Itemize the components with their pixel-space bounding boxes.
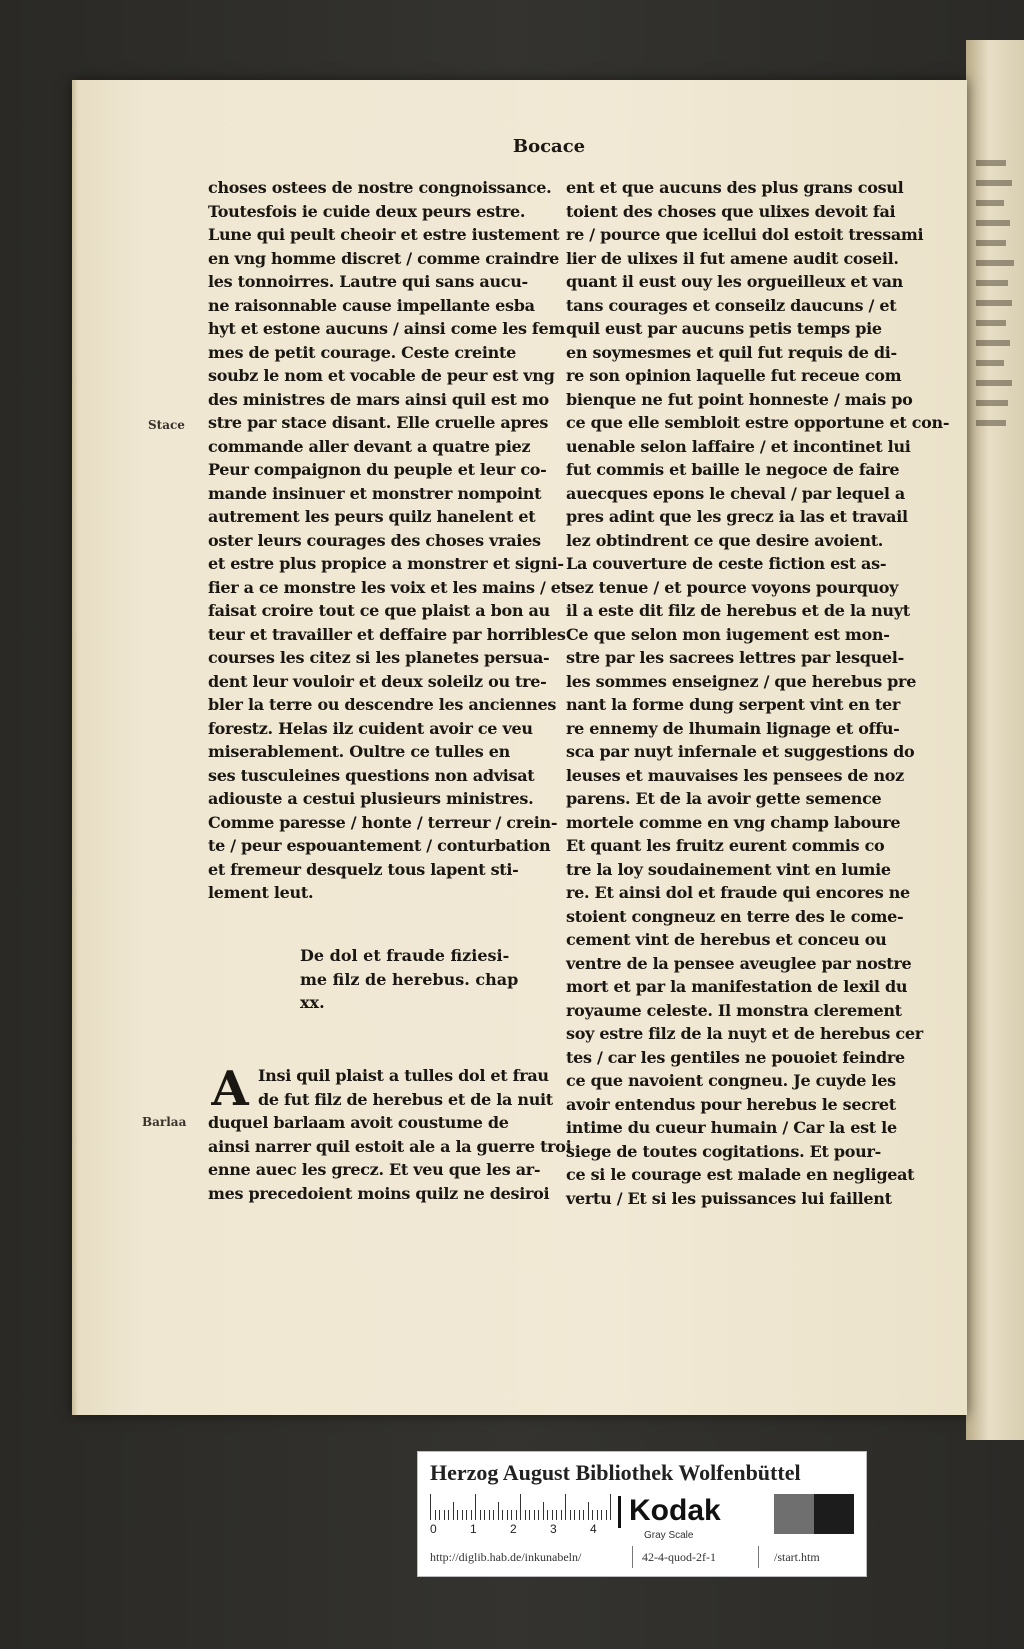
text-line: les tonnoirres. Lautre qui sans aucu-	[208, 272, 528, 291]
ruler-tick	[498, 1502, 499, 1520]
ruler-tick	[601, 1510, 602, 1520]
ruler-tick	[471, 1510, 472, 1520]
text-line: ses tusculeines questions non advisat	[208, 765, 535, 785]
text-line: faisat croire tout ce que plaist a bon au	[208, 601, 550, 620]
library-title: Herzog August Bibliothek Wolfenbüttel	[430, 1460, 801, 1485]
margin-note-barlaam: Barlaa	[142, 1115, 187, 1129]
text-line: bler la terre ou descendre les anciennes	[208, 695, 557, 714]
chapter-heading	[300, 944, 530, 1015]
text-line: hyt et estone aucuns / ainsi come les fem	[208, 319, 566, 338]
ruler-tick	[520, 1494, 521, 1520]
ruler-tick	[588, 1502, 589, 1520]
text-line: mes de petit courage. Ceste creinte	[208, 342, 516, 362]
text-line: Ce que selon mon iugement est mon-	[566, 624, 890, 644]
ruler-tick	[565, 1494, 566, 1520]
text-line: lement leut.	[208, 883, 314, 902]
text-line: courses les citez si les planetes persua-	[208, 648, 550, 667]
text-line: de fut filz de herebus et de la nuit	[258, 1089, 553, 1109]
text-line: choses ostees de nostre congnoissance.	[208, 178, 552, 197]
ruler-tick	[534, 1510, 535, 1520]
text-line: teur et travailler et deffaire par horribles	[208, 624, 566, 644]
measurement-ruler	[430, 1494, 610, 1520]
ruler-number: 0	[430, 1522, 437, 1536]
text-line: Peur compaignon du peuple et leur co-	[208, 460, 547, 479]
ruler-tick	[525, 1510, 526, 1520]
text-line: mort et par la manifestation de lexil du	[566, 977, 908, 996]
url-id: 42-4-quod-2f-1	[642, 1550, 716, 1564]
text-line: tre la loy soudainement vint en lumie	[566, 859, 891, 879]
ruler-tick	[435, 1510, 436, 1520]
ruler-tick	[484, 1510, 485, 1520]
chapter-opening	[208, 1061, 572, 1205]
text-line: bienque ne fut point honneste / mais po	[566, 389, 913, 409]
url-base: http://diglib.hab.de/inkunabeln/	[430, 1550, 582, 1564]
text-line: lier de ulixes il fut amene audit coseil.	[566, 248, 899, 268]
text-line: Insi quil plaist a tulles dol et frau	[258, 1066, 549, 1085]
ruler-tick	[457, 1510, 458, 1520]
text-line: enne auec les grecz. Et veu que les ar-	[208, 1160, 541, 1179]
ruler-tick	[529, 1510, 530, 1520]
text-line: en vng homme discret / comme craindre	[208, 248, 559, 268]
text-line: La couverture de ceste fiction est as-	[566, 554, 887, 573]
url-suffix: /start.htm	[774, 1550, 820, 1564]
ruler-tick	[502, 1510, 503, 1520]
text-line: re. Et ainsi dol et fraude qui encores ne	[566, 883, 910, 902]
text-line: ce si le courage est malade en negligeat	[566, 1165, 915, 1184]
text-line: oster leurs courages des choses vraies	[208, 530, 541, 550]
ruler-number: 4	[590, 1522, 597, 1536]
text-line: en soymesmes et quil fut requis de di-	[566, 342, 897, 362]
text-line: forestz. Helas ilz cuident avoir ce veu	[208, 718, 533, 738]
text-line: toient des choses que ulixes devoit fai	[566, 201, 896, 221]
ruler-tick	[453, 1502, 454, 1520]
text-line: mande insinuer et monstrer nompoint	[208, 483, 542, 503]
black-swatch	[814, 1494, 854, 1534]
text-line: miserablement. Oultre ce tulles en	[208, 742, 510, 761]
ruler-tick	[538, 1510, 539, 1520]
text-line: les sommes enseignez / que herebus pre	[566, 671, 917, 691]
ruler-tick	[466, 1510, 467, 1520]
text-line: xx.	[300, 993, 325, 1012]
text-line: sca par nuyt infernale et suggestions do	[566, 742, 915, 761]
kodak-logo: Kodak	[618, 1496, 718, 1528]
text-line: ventre de la pensee aveuglee par nostre	[566, 953, 912, 973]
text-line: leuses et mauvaises les pensees de noz	[566, 765, 904, 785]
gray-swatch	[774, 1494, 814, 1534]
text-line: quil eust par aucuns petis temps pie	[566, 319, 882, 338]
text-line: tans courages et conseilz daucuns / et	[566, 295, 897, 315]
text-line: avoir entendus pour herebus le secret	[566, 1094, 896, 1114]
text-line: siege de toutes cogitations. Et pour-	[566, 1141, 881, 1161]
text-line: commande aller devant a quatre piez	[208, 436, 531, 456]
ruler-tick	[556, 1510, 557, 1520]
text-line: stre par stace disant. Elle cruelle apres	[208, 413, 549, 432]
text-line: pres adint que les grecz ia las et travail	[566, 507, 908, 526]
ruler-number: 3	[550, 1522, 557, 1536]
text-line: royaume celeste. Il monstra clerement	[566, 1000, 902, 1020]
ruler-tick	[610, 1494, 611, 1520]
ruler-tick	[543, 1502, 544, 1520]
text-line: stoient congneuz en terre des le come-	[566, 906, 904, 926]
text-line: sez tenue / et pource voyons pourquoy	[566, 577, 899, 597]
ruler-tick	[475, 1494, 476, 1520]
ruler-tick	[547, 1510, 548, 1520]
ruler-tick	[448, 1510, 449, 1520]
text-line: ne raisonnable cause impellante esba	[208, 295, 535, 315]
ruler-tick	[439, 1510, 440, 1520]
text-line: adiouste a cestui plusieurs ministres.	[208, 789, 534, 808]
text-line: duquel barlaam avoit coustume de	[208, 1113, 509, 1132]
text-line: re son opinion laquelle fut receue com	[566, 366, 902, 385]
text-line: autrement les peurs quilz hanelent et	[208, 507, 536, 526]
ruler-numbers	[430, 1522, 610, 1538]
text-line: et fremeur desquelz tous lapent sti-	[208, 859, 519, 879]
text-line: auecques epons le cheval / par lequel a	[566, 483, 905, 503]
text-line: ent et que aucuns des plus grans cosul	[566, 178, 904, 197]
text-line: De dol et fraude fiziesi-	[300, 946, 510, 965]
right-text-column	[566, 176, 950, 1210]
ruler-tick	[444, 1510, 445, 1520]
left-text-column	[208, 176, 568, 905]
text-line: soubz le nom et vocable de peur est vng	[208, 366, 555, 385]
text-line: quant il eust ouy les orgueilleux et van	[566, 272, 903, 291]
text-line: nant la forme dung serpent vint en ter	[566, 695, 901, 714]
chapter-body-text	[208, 1061, 572, 1205]
text-line: soy estre filz de la nuyt et de herebus cer	[566, 1024, 923, 1043]
text-line: parens. Et de la avoir gette semence	[566, 789, 882, 808]
ruler-tick	[592, 1510, 593, 1520]
text-line: me filz de herebus. chap	[300, 969, 519, 989]
ruler-tick	[583, 1510, 584, 1520]
text-line: Comme paresse / honte / terreur / crein-	[208, 812, 558, 832]
ruler-tick	[561, 1510, 562, 1520]
text-line: mortele comme en vng champ laboure	[566, 812, 901, 832]
text-line: il a este dit filz de herebus et de la nuyt	[566, 601, 910, 620]
ruler-tick	[516, 1510, 517, 1520]
ruler-tick	[597, 1510, 598, 1520]
ruler-number: 2	[510, 1522, 517, 1536]
ruler-tick	[507, 1510, 508, 1520]
text-line: te / peur espouantement / conturbation	[208, 836, 551, 855]
decorated-initial: A	[211, 1061, 249, 1117]
ruler-tick	[511, 1510, 512, 1520]
text-line: uenable selon laffaire / et incontinet lui	[566, 436, 911, 456]
text-line: re ennemy de lhumain lignage et offu-	[566, 718, 900, 738]
text-line: mes precedoient moins quilz ne desiroi	[208, 1183, 550, 1203]
ruler-tick	[430, 1494, 431, 1520]
margin-note-stace: Stace	[148, 418, 185, 432]
text-line: cement vint de herebus et conceu ou	[566, 930, 887, 949]
text-line: lez obtindrent ce que desire avoient.	[566, 530, 884, 550]
divider	[632, 1546, 633, 1568]
ruler-tick	[489, 1510, 490, 1520]
text-line: ce que elle sembloit estre opportune et con-	[566, 413, 950, 432]
text-line: vertu / Et si les puissances lui faillent	[566, 1188, 892, 1208]
ruler-tick	[570, 1510, 571, 1520]
text-line: ce que navoient congneu. Je cuyde les	[566, 1071, 896, 1090]
text-line: re / pource que icellui dol estoit tressami	[566, 225, 924, 244]
facing-page-edge	[966, 40, 1024, 1440]
text-line: des ministres de mars ainsi quil est mo	[208, 389, 549, 409]
ruler-tick	[574, 1510, 575, 1520]
ruler-tick	[552, 1510, 553, 1520]
text-line: Toutesfois ie cuide deux peurs estre.	[208, 201, 526, 221]
text-line: stre par les sacrees lettres par lesquel-	[566, 648, 904, 667]
ruler-tick	[480, 1510, 481, 1520]
text-line: tes / car les gentiles ne pouoiet feindre	[566, 1047, 905, 1067]
text-line: et estre plus propice a monstrer et signi-	[208, 554, 564, 573]
text-line: fier a ce monstre les voix et les mains / et	[208, 577, 568, 597]
color-target-card	[417, 1451, 867, 1577]
text-line: ainsi narrer quil estoit ale a la guerre troi	[208, 1136, 572, 1156]
ruler-tick	[493, 1510, 494, 1520]
ruler-number: 1	[470, 1522, 477, 1536]
gray-scale-label: Gray Scale	[644, 1530, 694, 1541]
text-line: Et quant les fruitz eurent commis co	[566, 836, 885, 855]
text-line: fut commis et baille le negoce de faire	[566, 460, 900, 479]
ruler-tick	[579, 1510, 580, 1520]
running-head: Bocace	[512, 136, 586, 157]
text-line: Lune qui peult cheoir et estre iustement	[208, 225, 560, 244]
ruler-tick	[462, 1510, 463, 1520]
text-line: dent leur vouloir et deux soleilz ou tre-	[208, 671, 547, 691]
ruler-tick	[606, 1510, 607, 1520]
divider	[758, 1546, 759, 1568]
text-line: intime du cueur humain / Car la est le	[566, 1118, 897, 1137]
